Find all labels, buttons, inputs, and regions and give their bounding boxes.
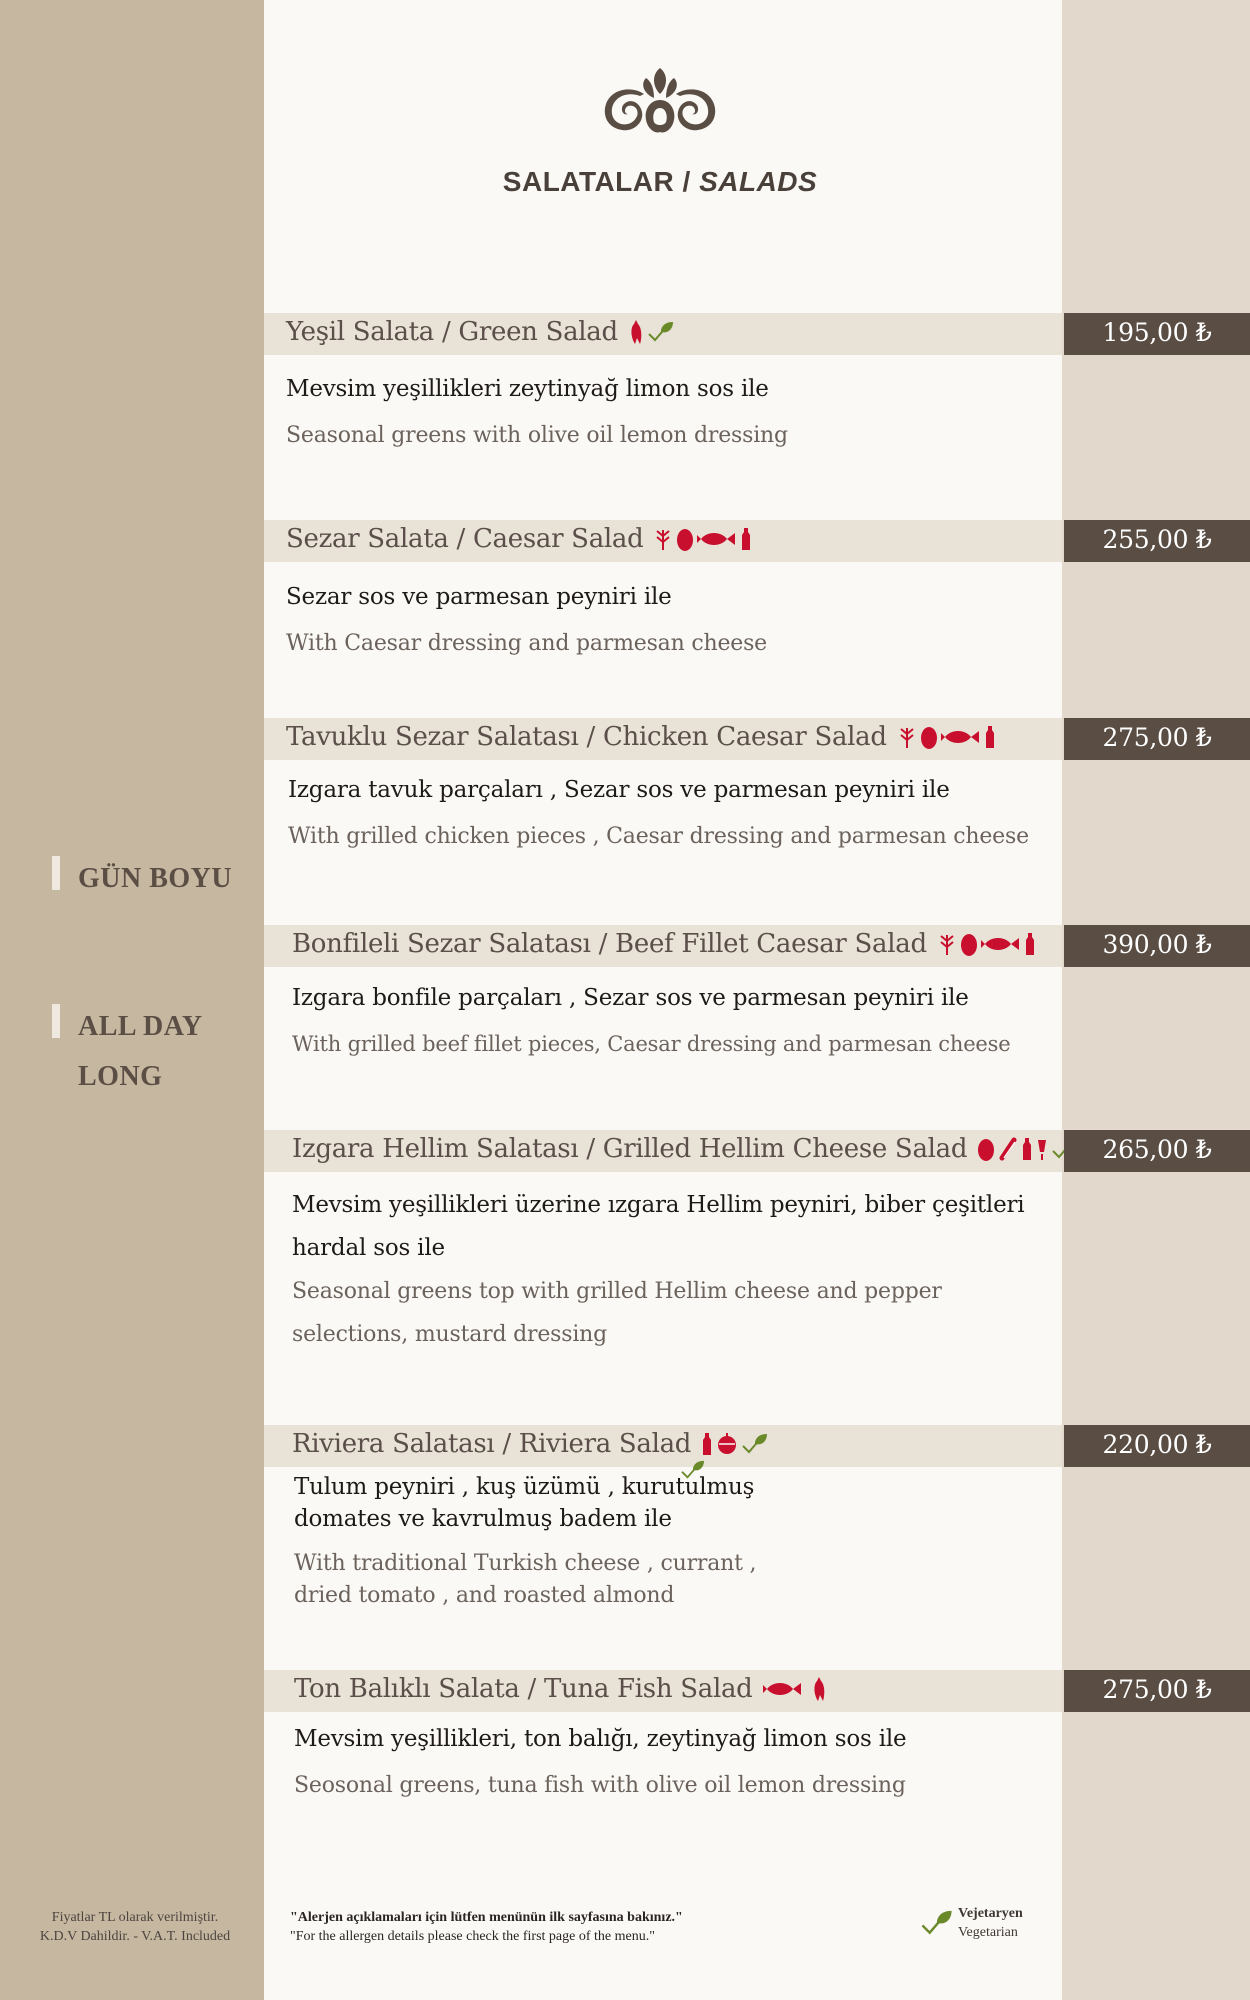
title-tr: SALATALAR (502, 166, 675, 197)
item-name: Riviera Salatası / Riviera Salad (292, 1429, 692, 1459)
footer-allergen-note-tr: "Alerjen açıklamaları için lütfen menünün ilk sayfasına bakınız." (290, 1910, 683, 1925)
item-name: Ton Balıklı Salata / Tuna Fish Salad (294, 1674, 753, 1704)
item-description-tr: Mevsim yeşillikleri üzerine ızgara Hellim peyniri, biber çeşitleri (292, 1192, 1025, 1218)
gluten-icon (937, 931, 957, 957)
item-description-tr: Tulum peyniri , kuş üzümü , kurutulmuş (294, 1474, 755, 1500)
vegetarian-icon (741, 1432, 769, 1456)
gluten-icon (653, 526, 673, 552)
footer-price-note (20, 1908, 250, 1946)
item-name-row (292, 1134, 1079, 1164)
vegetarian-label-tr: Vejetaryen (958, 1906, 1023, 1921)
footer-allergen-note-en: "For the allergen details please check the first page of the menu." (290, 1929, 655, 1944)
price-box (1064, 520, 1250, 562)
item-price: 275,00 ₺ (1102, 1675, 1212, 1704)
item-description-tr: Mevsim yeşillikleri zeytinyağ limon sos ile (286, 376, 769, 402)
fish-icon (763, 1679, 803, 1699)
item-name-row (292, 1429, 769, 1459)
vegetarian-icon (920, 1908, 954, 1938)
title-separator: / (674, 166, 700, 197)
egg-icon (977, 1136, 995, 1162)
item-description-en: Seosonal greens, tuna fish with olive oil lemon dressing (294, 1773, 906, 1798)
section-title (420, 166, 900, 198)
allergen-icons (653, 526, 752, 552)
vegetarian-label-en: Vegetarian (958, 1925, 1018, 1940)
item-price: 265,00 ₺ (1102, 1135, 1212, 1164)
item-description-tr: domates ve kavrulmuş badem ile (294, 1506, 672, 1532)
footer-price-note-line: K.D.V Dahildir. - V.A.T. Included (39, 1929, 231, 1944)
celery-icon (998, 1136, 1018, 1162)
item-price: 255,00 ₺ (1102, 525, 1212, 554)
item-price: 275,00 ₺ (1102, 723, 1212, 752)
item-description-en: With grilled beef fillet pieces, Caesar dressing and parmesan cheese (292, 1032, 1011, 1056)
milk-icon (1021, 1136, 1033, 1162)
side-label-text: ALL DAY (78, 1011, 203, 1042)
price-box (1064, 925, 1250, 967)
item-description-tr: Sezar sos ve parmesan peyniri ile (286, 584, 672, 610)
egg-icon (676, 526, 694, 552)
fish-icon (941, 727, 981, 747)
side-label-bar (52, 856, 60, 890)
title-en: SALADS (699, 166, 818, 197)
item-name: Bonfileli Sezar Salatası / Beef Fillet Caesar Salad (292, 929, 927, 959)
item-description-tr: Izgara bonfile parçaları , Sezar sos ve parmesan peyniri ile (292, 985, 969, 1011)
item-description-en: Seasonal greens top with grilled Hellim cheese and pepper (292, 1279, 942, 1304)
item-description-en: With grilled chicken pieces , Caesar dressing and parmesan cheese (288, 824, 1029, 849)
footer-price-note-line: Fiyatlar TL olarak verilmiştir. (51, 1910, 219, 1925)
allergen-icons (897, 724, 996, 750)
item-name: Tavuklu Sezar Salatası / Chicken Caesar Salad (286, 722, 887, 752)
item-description-en: dried tomato , and roasted almond (294, 1583, 675, 1608)
item-name-row (292, 929, 1036, 959)
item-name: Yeşil Salata / Green Salad (286, 317, 618, 347)
item-name: Sezar Salata / Caesar Salad (286, 524, 644, 554)
side-label-all-day-en (52, 1002, 203, 1102)
mustard-icon (1036, 1136, 1048, 1162)
item-name-row (286, 317, 675, 347)
pepper-icon (628, 318, 644, 346)
price-box (1064, 718, 1250, 760)
allergen-icons (763, 1675, 827, 1703)
milk-icon (740, 526, 752, 552)
item-name: Izgara Hellim Salatası / Grilled Hellim Cheese Salad (292, 1134, 968, 1164)
egg-icon (960, 931, 978, 957)
side-label-bar (52, 1004, 60, 1038)
vegetarian-icon (647, 320, 675, 344)
nut-icon (716, 1432, 738, 1456)
item-description-en: selections, mustard dressing (292, 1322, 608, 1347)
milk-icon (1024, 931, 1036, 957)
item-description-tr: hardal sos ile (292, 1235, 445, 1261)
fish-icon (981, 934, 1021, 954)
gluten-icon (897, 724, 917, 750)
egg-icon (920, 724, 938, 750)
item-description-en: With Caesar dressing and parmesan cheese (286, 631, 767, 656)
allergen-icons (701, 1431, 769, 1457)
price-box (1064, 313, 1250, 355)
ornament-logo (600, 60, 720, 150)
side-label-text: GÜN BOYU (78, 863, 233, 894)
milk-icon (984, 724, 996, 750)
item-name-row (286, 722, 996, 752)
pepper-icon (811, 1675, 827, 1703)
item-description-tr: Izgara tavuk parçaları , Sezar sos ve parmesan peyniri ile (288, 777, 950, 803)
fish-icon (697, 529, 737, 549)
footer-vegetarian-legend (920, 1904, 1060, 1942)
side-label-text: LONG (78, 1061, 163, 1092)
allergen-icons (937, 931, 1036, 957)
item-name-row (294, 1674, 827, 1704)
item-name-row (286, 524, 752, 554)
price-box (1064, 1130, 1250, 1172)
milk-icon (701, 1431, 713, 1457)
item-description-en: Seasonal greens with olive oil lemon dressing (286, 423, 788, 448)
allergen-icons (628, 318, 675, 346)
left-column (0, 0, 264, 2000)
item-price: 220,00 ₺ (1102, 1430, 1212, 1459)
footer-allergen-note (290, 1908, 790, 1946)
item-description-tr: Mevsim yeşillikleri, ton balığı, zeytinyağ limon sos ile (294, 1726, 907, 1752)
item-description-en: With traditional Turkish cheese , currant , (294, 1551, 757, 1576)
price-box (1064, 1670, 1250, 1712)
item-price: 390,00 ₺ (1102, 930, 1212, 959)
side-label-all-day-tr (52, 854, 232, 904)
item-price: 195,00 ₺ (1102, 318, 1212, 347)
price-box (1064, 1425, 1250, 1467)
